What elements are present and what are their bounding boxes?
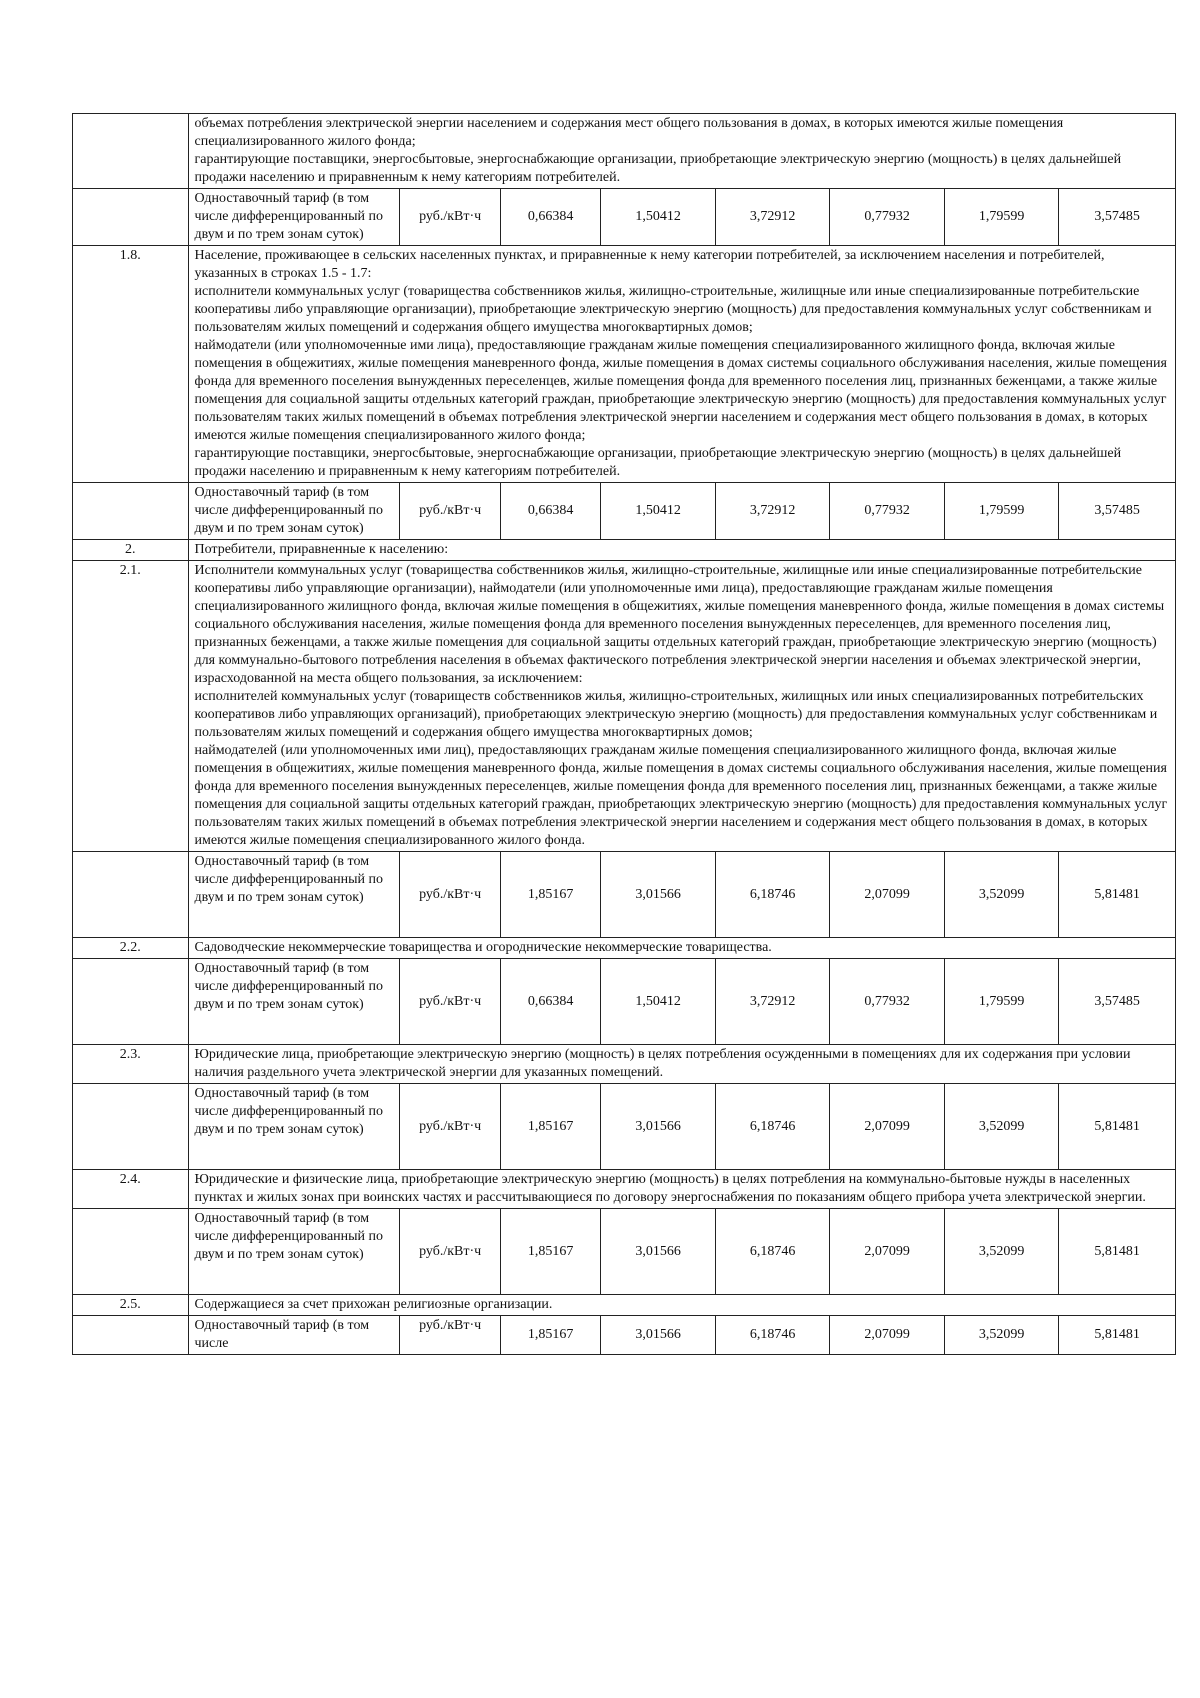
- tariff-value: 1,50412: [601, 959, 716, 1045]
- tariff-value: 2,07099: [830, 1316, 945, 1355]
- tariff-value: 3,72912: [715, 483, 830, 540]
- row-number: [73, 1316, 189, 1355]
- tariff-value: 3,57485: [1059, 959, 1176, 1045]
- section-row: [73, 114, 1176, 189]
- section-description: Исполнители коммунальных услуг (товарищества собственников жилья, жилищно-строительные, жилищные или иные специализированные потребительские кооперативы либо управляющие организации), наймодатели (или уполномоченные ими лица), предоставляющие гражданам жилые помещения специализированного жилищного фонда, включая жилые помещения в общежитиях, жилые помещения маневренного фонда, жилые помещения в домах системы социального обслуживания населения, жилые помещения фонда для временного поселения вынужденных переселенцев, для временного поселения лиц, признанных беженцами, а также жилые помещения для социальной защиты отдельных категорий граждан, приобретающие электрическую энергию (мощность) для коммунально-бытового потребления населения в объемах фактического потребления электрической энергии населения и объемах электрической энергии, израсходованной на места общего пользования, за исключением: исполнителей коммунальных услуг (товариществ собственников жилья, жилищно-строительных, жилищных или иных специализированных потребительских кооперативов либо управляющих организаций), приобретающих электрическую энергию (мощность) для предоставления коммунальных услуг собственникам и пользователям жилых помещений и содержания общего имущества многоквартирных домов; наймодателей (или уполномоченных ими лиц), предоставляющих гражданам жилые помещения специализированного жилищного фонда, включая жилые помещения в общежитиях, жилые помещения маневренного фонда, жилые помещения в домах системы социального обслуживания населения, жилые помещения фонда для временного поселения вынужденных переселенцев, жилые помещения фонда для временного поселения лиц, признанных беженцами, а также жилые помещения для социальной защиты отдельных категорий граждан, приобретающих электрическую энергию (мощность) для предоставления коммунальных услуг пользователям таких жилых помещений в объемах потребления электрической энергии населением и содержания мест общего пользования в домах, в которых имеются жилые помещения специализированного жилого фонда.: [188, 561, 1176, 852]
- unit-cell: руб./кВт·ч: [400, 483, 500, 540]
- unit-cell: руб./кВт·ч: [400, 1209, 500, 1295]
- section-row: [73, 540, 1176, 561]
- tariff-value: 0,77932: [830, 959, 945, 1045]
- section-row: [73, 1295, 1176, 1316]
- row-number: [73, 483, 189, 540]
- row-number: [73, 1209, 189, 1295]
- tariff-value: 1,50412: [601, 189, 716, 246]
- tariff-value: 3,01566: [601, 1084, 716, 1170]
- tariff-value: 5,81481: [1059, 1316, 1176, 1355]
- section-description: Потребители, приравненные к населению:: [188, 540, 1176, 561]
- row-number: 2.4.: [73, 1170, 189, 1209]
- section-row: [73, 1170, 1176, 1209]
- tariff-row: [73, 189, 1176, 246]
- tariff-value: 6,18746: [715, 852, 830, 938]
- tariff-value: 2,07099: [830, 1084, 945, 1170]
- row-number: 2.2.: [73, 938, 189, 959]
- tariff-value: 1,85167: [500, 1084, 600, 1170]
- tariff-value: 5,81481: [1059, 852, 1176, 938]
- tariff-label: Одноставочный тариф (в том числе дифференцированный по двум и по трем зонам суток): [188, 1084, 400, 1170]
- tariff-value: 0,77932: [830, 483, 945, 540]
- tariff-value: 3,57485: [1059, 189, 1176, 246]
- tariff-value: 3,72912: [715, 189, 830, 246]
- tariff-value: 2,07099: [830, 852, 945, 938]
- tariff-value: 1,79599: [944, 189, 1059, 246]
- tariff-label: Одноставочный тариф (в том числе дифференцированный по двум и по трем зонам суток): [188, 959, 400, 1045]
- tariff-value: 3,01566: [601, 1209, 716, 1295]
- tariff-row: [73, 1084, 1176, 1170]
- tariff-table-body: [73, 114, 1176, 1355]
- tariff-value: 0,66384: [500, 959, 600, 1045]
- tariff-value: 6,18746: [715, 1316, 830, 1355]
- section-description: Население, проживающее в сельских населенных пунктах, и приравненные к нему категории потребителей, за исключением населения и потребителей, указанных в строках 1.5 - 1.7: исполнители коммунальных услуг (товарищества собственников жилья, жилищно-строительные, жилищные или иные специализированные потребительские кооперативы либо управляющие организации), приобретающие электрическую энергию (мощность) для предоставления коммунальных услуг собственникам и пользователям жилых помещений и содержания общего имущества многоквартирных домов; наймодатели (или уполномоченные ими лица), предоставляющие гражданам жилые помещения специализированного жилищного фонда, включая жилые помещения в общежитиях, жилые помещения маневренного фонда, жилые помещения в домах системы социального обслуживания населения, жилые помещения фонда для временного поселения вынужденных переселенцев, жилые помещения фонда для временного поселения лиц, признанных беженцами, а также жилые помещения для социальной защиты отдельных категорий граждан, приобретающие электрическую энергию (мощность) для предоставления коммунальных услуг пользователям таких жилых помещений в объемах потребления электрической энергии населением и содержания мест общего пользования в домах, в которых имеются жилые помещения специализированного жилого фонда; гарантирующие поставщики, энергосбытовые, энергоснабжающие организации, приобретающие электрическую энергию (мощность) в целях дальнейшей продажи населению и приравненным к нему категориям потребителей.: [188, 246, 1176, 483]
- section-description: Юридические лица, приобретающие электрическую энергию (мощность) в целях потребления осужденными в помещениях для их содержания при условии наличия раздельного учета электрической энергии для указанных помещений.: [188, 1045, 1176, 1084]
- row-number: 1.8.: [73, 246, 189, 483]
- section-description: Юридические и физические лица, приобретающие электрическую энергию (мощность) в целях потребления на коммунально-бытовые нужды в населенных пунктах и жилых зонах при воинских частях и рассчитывающиеся по договору энергоснабжения по показаниям общего прибора учета электрической энергии.: [188, 1170, 1176, 1209]
- row-number: [73, 852, 189, 938]
- tariff-value: 1,79599: [944, 483, 1059, 540]
- tariff-value: 3,52099: [944, 1316, 1059, 1355]
- tariff-value: 3,01566: [601, 1316, 716, 1355]
- unit-cell: руб./кВт·ч: [400, 189, 500, 246]
- tariff-value: 3,52099: [944, 1209, 1059, 1295]
- tariff-label: Одноставочный тариф (в том числе дифференцированный по двум и по трем зонам суток): [188, 852, 400, 938]
- tariff-label: Одноставочный тариф (в том числе: [188, 1316, 400, 1355]
- row-number: 2.1.: [73, 561, 189, 852]
- unit-cell: руб./кВт·ч: [400, 959, 500, 1045]
- tariff-row: [73, 1209, 1176, 1295]
- tariff-label: Одноставочный тариф (в том числе дифференцированный по двум и по трем зонам суток): [188, 189, 400, 246]
- tariff-row: [73, 483, 1176, 540]
- tariff-value: 1,79599: [944, 959, 1059, 1045]
- unit-cell: руб./кВт·ч: [400, 1084, 500, 1170]
- section-row: [73, 938, 1176, 959]
- section-row: [73, 1045, 1176, 1084]
- tariff-value: 5,81481: [1059, 1084, 1176, 1170]
- tariff-row: [73, 959, 1176, 1045]
- tariff-value: 3,01566: [601, 852, 716, 938]
- tariff-value: 0,66384: [500, 189, 600, 246]
- row-number: [73, 189, 189, 246]
- tariff-value: 5,81481: [1059, 1209, 1176, 1295]
- tariff-row: [73, 1316, 1176, 1355]
- tariff-label: Одноставочный тариф (в том числе дифференцированный по двум и по трем зонам суток): [188, 1209, 400, 1295]
- tariff-label: Одноставочный тариф (в том числе дифференцированный по двум и по трем зонам суток): [188, 483, 400, 540]
- tariff-value: 2,07099: [830, 1209, 945, 1295]
- row-number: [73, 114, 189, 189]
- tariff-value: 6,18746: [715, 1209, 830, 1295]
- row-number: 2.3.: [73, 1045, 189, 1084]
- row-number: 2.5.: [73, 1295, 189, 1316]
- tariff-value: 6,18746: [715, 1084, 830, 1170]
- tariff-row: [73, 852, 1176, 938]
- tariff-value: 1,85167: [500, 1316, 600, 1355]
- tariff-table: [72, 113, 1176, 1355]
- unit-cell: руб./кВт·ч: [400, 1316, 500, 1355]
- row-number: [73, 1084, 189, 1170]
- section-row: [73, 246, 1176, 483]
- section-description: объемах потребления электрической энергии населением и содержания мест общего пользования в домах, в которых имеются жилые помещения специализированного жилого фонда; гарантирующие поставщики, энергосбытовые, энергоснабжающие организации, приобретающие электрическую энергию (мощность) в целях дальнейшей продажи населению и приравненным к нему категориям потребителей.: [188, 114, 1176, 189]
- tariff-value: 3,52099: [944, 852, 1059, 938]
- tariff-value: 0,66384: [500, 483, 600, 540]
- tariff-value: 0,77932: [830, 189, 945, 246]
- tariff-value: 1,85167: [500, 1209, 600, 1295]
- section-description: Содержащиеся за счет прихожан религиозные организации.: [188, 1295, 1176, 1316]
- row-number: [73, 959, 189, 1045]
- section-row: [73, 561, 1176, 852]
- tariff-value: 3,72912: [715, 959, 830, 1045]
- unit-cell: руб./кВт·ч: [400, 852, 500, 938]
- section-description: Садоводческие некоммерческие товарищества и огороднические некоммерческие товарищества.: [188, 938, 1176, 959]
- tariff-value: 3,52099: [944, 1084, 1059, 1170]
- tariff-value: 1,85167: [500, 852, 600, 938]
- tariff-document-page: [72, 113, 1176, 1355]
- row-number: 2.: [73, 540, 189, 561]
- tariff-value: 1,50412: [601, 483, 716, 540]
- tariff-value: 3,57485: [1059, 483, 1176, 540]
